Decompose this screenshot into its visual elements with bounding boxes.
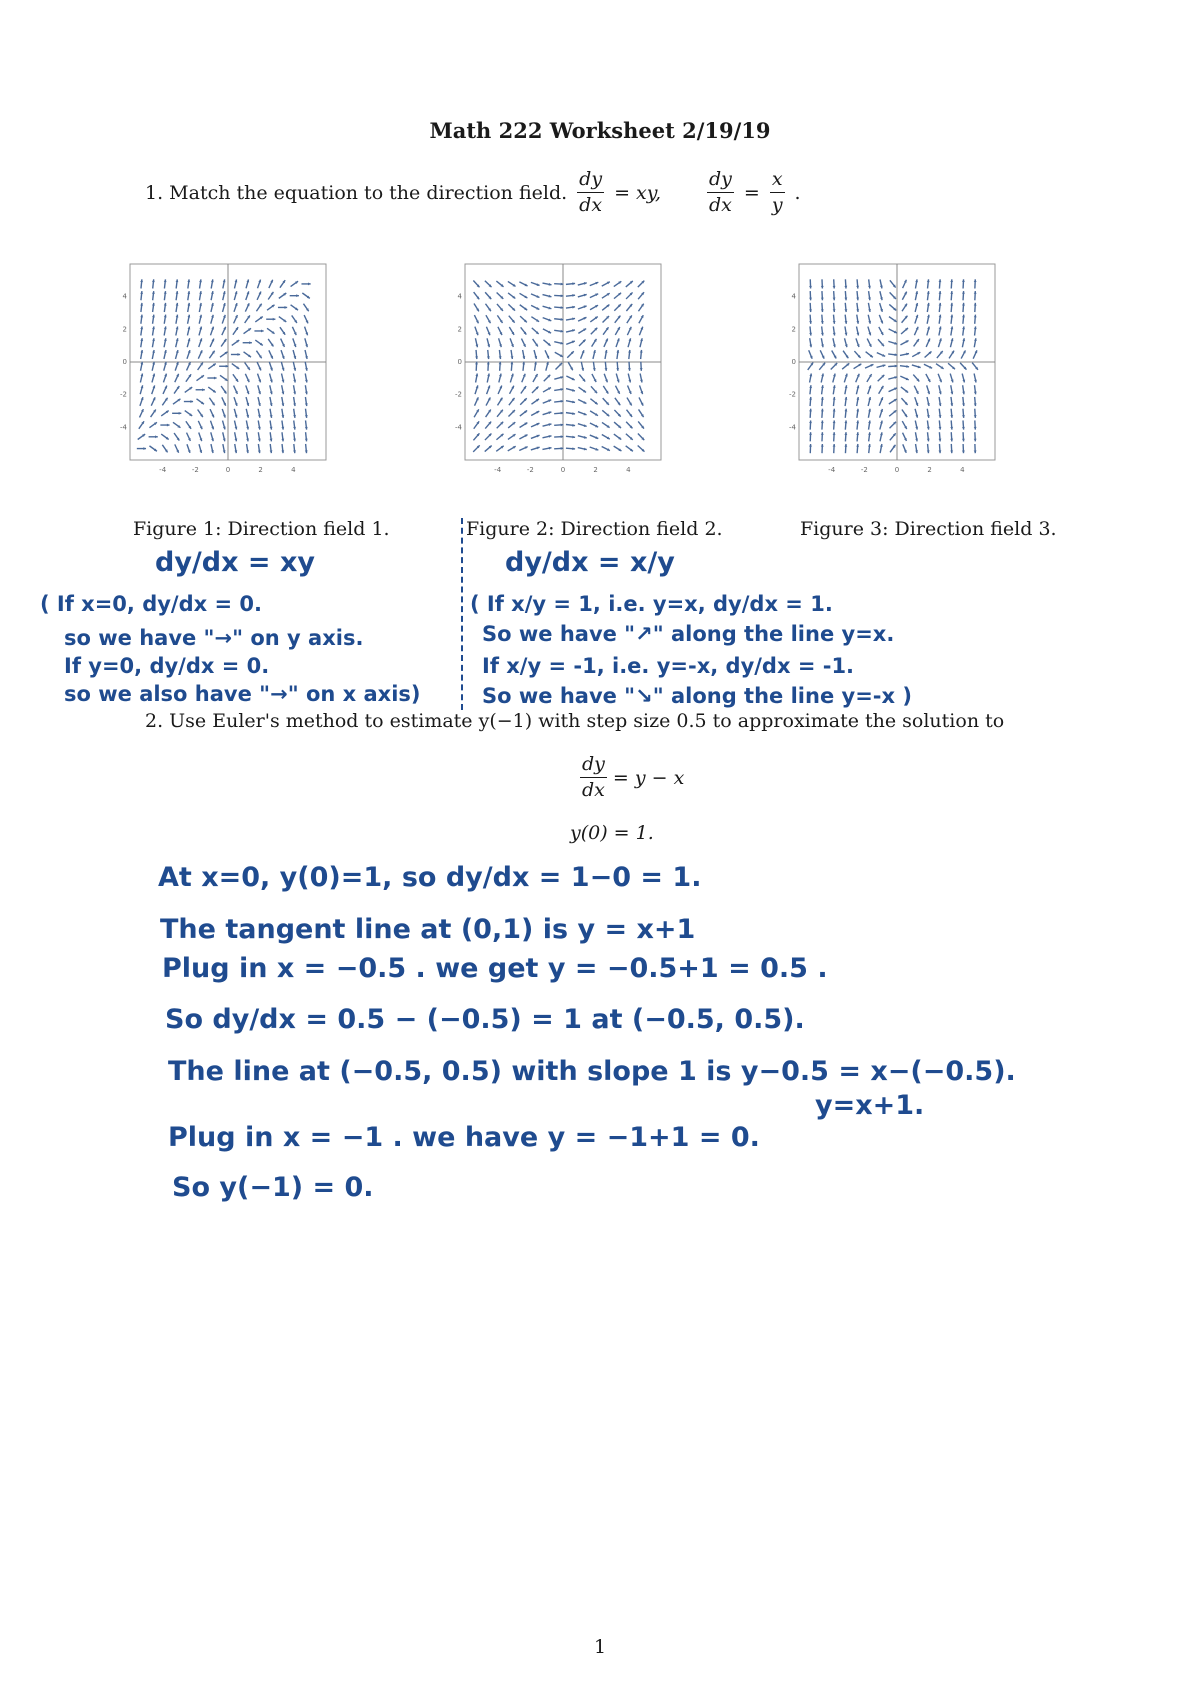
slope-arrowhead xyxy=(844,420,847,423)
slope-arrowhead xyxy=(950,427,953,430)
eq2-rhs-fraction: $\frac{x}{y}$ xyxy=(771,168,783,216)
slope-arrowhead xyxy=(179,412,182,415)
direction-field-1 xyxy=(120,258,332,482)
y-tick-label: 4 xyxy=(791,292,796,301)
question-2-text: 2. Use Euler's method to estimate y(−1) with step size 0.5 to approximate the solution to xyxy=(145,710,1005,732)
hw-left-line-5: so we also have "→" on x axis) xyxy=(64,682,421,706)
slope-arrowhead xyxy=(962,279,965,282)
slope-arrowhead xyxy=(572,447,575,450)
slope-arrowhead xyxy=(939,427,942,430)
slope-arrowhead xyxy=(308,282,311,285)
slope-arrowhead xyxy=(950,415,953,418)
eq2-equals: = xyxy=(743,181,760,204)
slope-arrowhead xyxy=(962,315,965,318)
slope-arrowhead xyxy=(856,420,859,423)
hw-solution-line-4: So dy/dx = 0.5 − (−0.5) = 1 at (−0.5, 0.5). xyxy=(165,1004,805,1035)
hw-left-line-3: so we have "→" on y axis. xyxy=(64,626,364,650)
slope-arrowhead xyxy=(155,435,158,438)
slope-arrowhead xyxy=(939,291,942,294)
direction-field-1-plot xyxy=(120,258,332,482)
slope-arrowhead xyxy=(927,450,930,453)
eq1-rhs: = xy, xyxy=(614,181,661,204)
worksheet-title: Math 222 Worksheet 2/19/19 xyxy=(429,118,771,143)
slope-arrowhead xyxy=(974,415,977,418)
x-tick-label: 4 xyxy=(291,466,296,474)
slope-arrowhead xyxy=(273,318,276,321)
hw-solution-line-6: y=x+1. xyxy=(815,1090,925,1121)
slope-arrowhead xyxy=(833,444,836,447)
slope-arrowhead xyxy=(844,298,847,301)
handwritten-divider xyxy=(461,518,463,710)
slope-arrowhead xyxy=(974,315,977,318)
slope-arrowhead xyxy=(821,309,824,312)
direction-field-2 xyxy=(455,258,667,482)
slope-arrowhead xyxy=(950,439,953,442)
slope-arrowhead xyxy=(833,286,836,289)
slope-arrowhead xyxy=(927,279,930,282)
slope-arrowhead xyxy=(868,444,871,447)
hw-left-line-4: If y=0, dy/dx = 0. xyxy=(64,654,270,678)
x-tick-label: 2 xyxy=(927,466,932,474)
slope-arrowhead xyxy=(809,420,812,423)
hw-solution-line-1: At x=0, y(0)=1, so dy/dx = 1−0 = 1. xyxy=(158,862,702,893)
y-tick-label: 4 xyxy=(457,292,462,301)
slope-arrowhead xyxy=(833,420,836,423)
x-tick-label: 0 xyxy=(225,466,231,474)
x-tick-label: -4 xyxy=(494,466,502,474)
slope-arrowhead xyxy=(950,303,953,306)
slope-arrowhead xyxy=(190,400,193,403)
differential-equation: $\frac{dy}{dx}$ = y − x xyxy=(582,753,685,801)
slope-arrowhead xyxy=(261,330,264,333)
slope-arrowhead xyxy=(844,309,847,312)
hw-solution-line-7: Plug in x = −1 . we have y = −1+1 = 0. xyxy=(168,1122,760,1153)
slope-arrowhead xyxy=(939,450,942,453)
slope-arrowhead xyxy=(140,279,143,282)
slope-arrowhead xyxy=(856,432,859,435)
x-tick-label: 4 xyxy=(626,466,631,474)
hw-solution-line-2: The tangent line at (0,1) is y = x+1 xyxy=(160,914,696,945)
hw-right-line-5: So we have "↘" along the line y=-x ) xyxy=(482,684,912,708)
hw-right-line-3: So we have "↗" along the line y=x. xyxy=(482,622,895,646)
slope-arrowhead xyxy=(285,306,288,309)
slope-arrowhead xyxy=(640,368,643,371)
y-tick-label: 0 xyxy=(122,358,127,366)
direction-field-2-plot xyxy=(455,258,667,482)
slope-arrowhead xyxy=(962,303,965,306)
slope-arrowhead xyxy=(809,286,812,289)
slope-arrowhead xyxy=(809,309,812,312)
slope-arrowhead xyxy=(809,333,812,336)
slope-arrowhead xyxy=(628,368,631,371)
slope-arrowhead xyxy=(143,447,146,450)
slope-arrowhead xyxy=(974,427,977,430)
slope-arrowhead xyxy=(140,291,143,294)
slope-arrowhead xyxy=(962,403,965,406)
slope-arrowhead xyxy=(572,436,575,439)
slope-arrowhead xyxy=(844,444,847,447)
slope-arrowhead xyxy=(305,450,308,453)
slope-arrowhead xyxy=(950,279,953,282)
y-tick-label: -4 xyxy=(120,423,127,432)
slope-arrowhead xyxy=(939,279,942,282)
eq2-fraction: $\frac{dy}{dx}$ xyxy=(709,168,732,216)
y-tick-label: -2 xyxy=(120,390,127,399)
slope-arrowhead xyxy=(202,388,205,391)
slope-arrowhead xyxy=(962,439,965,442)
x-tick-label: -4 xyxy=(828,466,836,474)
x-tick-label: -2 xyxy=(191,466,199,474)
y-tick-label: 0 xyxy=(457,358,462,366)
x-tick-label: 2 xyxy=(258,466,263,474)
slope-arrowhead xyxy=(809,321,812,324)
hw-right-line-4: If x/y = -1, i.e. y=-x, dy/dx = -1. xyxy=(482,654,855,678)
question-1: 1. Match the equation to the direction field. $\frac{dy}{dx}$ = xy, $\frac{dy}{dx}$ = $\frac{x}{y}$ . xyxy=(145,168,801,216)
x-tick-label: -2 xyxy=(860,466,868,474)
y-tick-label: -4 xyxy=(455,423,462,432)
hw-left-line-2: ( If x=0, dy/dx = 0. xyxy=(40,592,262,616)
x-tick-label: 4 xyxy=(960,466,965,474)
slope-arrowhead xyxy=(844,432,847,435)
slope-arrowhead xyxy=(809,385,812,388)
x-tick-label: -2 xyxy=(526,466,534,474)
slope-arrowhead xyxy=(305,439,308,442)
slope-arrowhead xyxy=(974,450,977,453)
slope-arrowhead xyxy=(821,409,824,412)
slope-arrowhead xyxy=(821,397,824,400)
slope-arrowhead xyxy=(962,415,965,418)
slope-arrowhead xyxy=(833,298,836,301)
slope-arrowhead xyxy=(844,409,847,412)
x-tick-label: 2 xyxy=(593,466,598,474)
slope-arrowhead xyxy=(821,444,824,447)
x-tick-label: 0 xyxy=(894,466,900,474)
question-1-text: 1. Match the equation to the direction field. xyxy=(145,181,568,204)
slope-arrowhead xyxy=(844,286,847,289)
slope-arrowhead xyxy=(974,403,977,406)
slope-arrowhead xyxy=(821,321,824,324)
figure-2-caption: Figure 2: Direction field 2. xyxy=(466,518,723,540)
slope-arrowhead xyxy=(974,303,977,306)
y-tick-label: 2 xyxy=(457,325,462,334)
y-tick-label: 2 xyxy=(122,325,127,334)
slope-arrowhead xyxy=(237,353,240,356)
y-tick-label: -2 xyxy=(789,390,796,399)
initial-condition: y(0) = 1. xyxy=(570,822,654,844)
slope-arrowhead xyxy=(833,409,836,412)
slope-arrowhead xyxy=(821,286,824,289)
slope-arrowhead xyxy=(809,409,812,412)
slope-arrowhead xyxy=(950,450,953,453)
slope-arrowhead xyxy=(821,432,824,435)
slope-arrowhead xyxy=(833,309,836,312)
slope-arrowhead xyxy=(809,432,812,435)
y-tick-label: 0 xyxy=(791,358,796,366)
slope-arrowhead xyxy=(962,450,965,453)
slope-arrowhead xyxy=(605,368,608,371)
x-tick-label: 0 xyxy=(560,466,566,474)
y-tick-label: -2 xyxy=(455,390,462,399)
hw-right-line-2: ( If x/y = 1, i.e. y=x, dy/dx = 1. xyxy=(470,592,833,616)
slope-arrowhead xyxy=(296,294,299,297)
slope-arrowhead xyxy=(974,439,977,442)
slope-arrowhead xyxy=(974,291,977,294)
slope-arrowhead xyxy=(939,439,942,442)
x-tick-label: -4 xyxy=(159,466,167,474)
slope-arrowhead xyxy=(950,291,953,294)
hw-left-line-1: dy/dx = xy xyxy=(155,547,315,578)
slope-arrowhead xyxy=(821,420,824,423)
figure-1-caption: Figure 1: Direction field 1. xyxy=(133,518,390,540)
slope-arrowhead xyxy=(249,341,252,344)
hw-right-line-1: dy/dx = x/y xyxy=(505,547,675,578)
slope-arrowhead xyxy=(640,350,643,353)
slope-arrowhead xyxy=(152,279,155,282)
hw-solution-line-3: Plug in x = −0.5 . we get y = −0.5+1 = 0.5 . xyxy=(162,953,828,984)
slope-arrowhead xyxy=(487,356,490,359)
eq1-fraction: $\frac{dy}{dx}$ xyxy=(579,168,603,216)
y-tick-label: -4 xyxy=(789,423,796,432)
slope-arrowhead xyxy=(856,286,859,289)
slope-arrowhead xyxy=(833,432,836,435)
figure-3-caption: Figure 3: Direction field 3. xyxy=(800,518,1057,540)
y-tick-label: 2 xyxy=(791,325,796,334)
slope-arrowhead xyxy=(293,450,296,453)
hw-solution-line-8: So y(−1) = 0. xyxy=(172,1172,374,1203)
direction-field-3-plot xyxy=(789,258,1001,482)
slope-arrowhead xyxy=(974,326,977,329)
y-tick-label: 4 xyxy=(122,292,127,301)
slope-arrowhead xyxy=(167,424,170,427)
slope-arrowhead xyxy=(821,298,824,301)
slope-arrowhead xyxy=(572,282,575,285)
slope-arrowhead xyxy=(962,427,965,430)
direction-field-3 xyxy=(789,258,1001,482)
slope-arrowhead xyxy=(962,291,965,294)
slope-arrowhead xyxy=(616,368,619,371)
slope-arrowhead xyxy=(214,377,217,380)
slope-arrowhead xyxy=(856,444,859,447)
slope-arrowhead xyxy=(833,397,836,400)
slope-arrowhead xyxy=(809,298,812,301)
page-number: 1 xyxy=(593,1636,607,1658)
slope-arrowhead xyxy=(809,444,812,447)
slope-arrowhead xyxy=(974,279,977,282)
slope-arrowhead xyxy=(856,297,859,300)
slope-arrowhead xyxy=(809,397,812,400)
hw-solution-line-5: The line at (−0.5, 0.5) with slope 1 is y−0.5 = x−(−0.5). xyxy=(168,1056,1016,1087)
slope-arrowhead xyxy=(475,356,478,359)
slope-arrowhead xyxy=(833,321,836,324)
